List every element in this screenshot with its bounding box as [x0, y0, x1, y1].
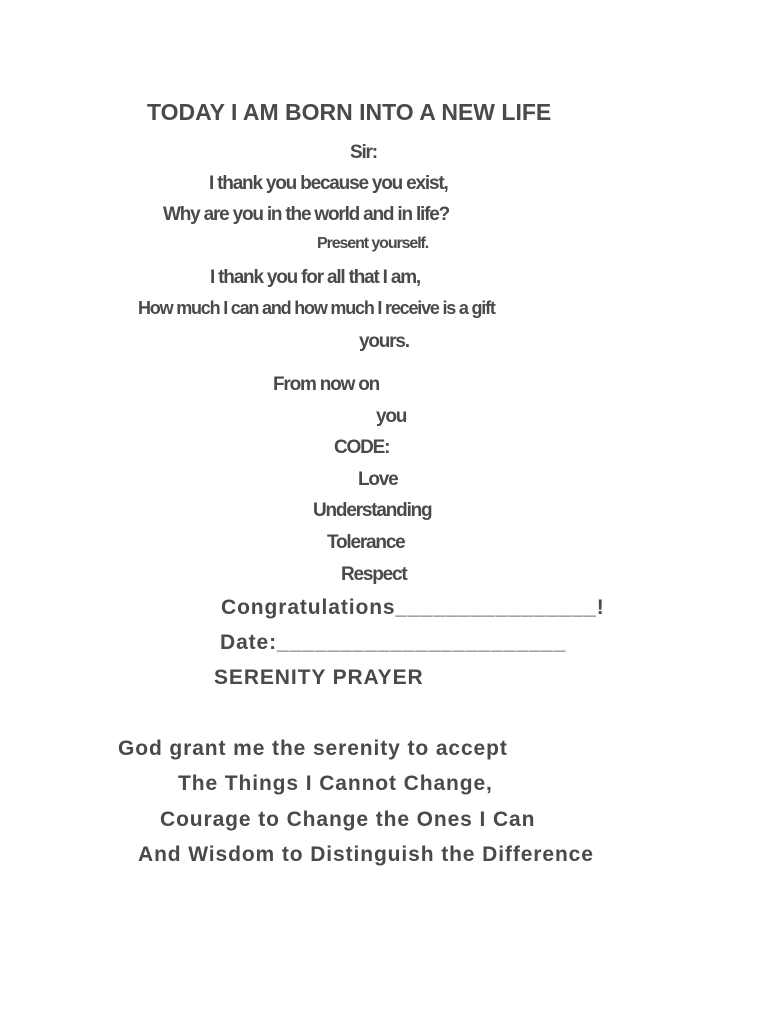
date-field: Date:_______________________ [220, 631, 567, 654]
line-present-yourself: Present yourself. [317, 235, 429, 252]
prayer-heading: SERENITY PRAYER [214, 666, 424, 689]
prayer-line-2: The Things I Cannot Change, [178, 772, 493, 795]
line-yours: yours. [359, 331, 409, 352]
line-thank-all: I thank you for all that I am, [210, 267, 420, 288]
prayer-line-3: Courage to Change the Ones I Can [160, 808, 536, 831]
line-how-much: How much I can and how much I receive is a gift [138, 298, 495, 318]
prayer-line-4: And Wisdom to Distinguish the Difference [138, 843, 594, 866]
code-item-love: Love [358, 469, 398, 490]
line-code: CODE: [334, 437, 390, 458]
line-you: you [376, 406, 407, 427]
code-item-respect: Respect [341, 564, 407, 585]
salutation-sir: Sir: [350, 142, 377, 163]
line-from-now-on: From now on [273, 374, 380, 395]
prayer-line-1: God grant me the serenity to accept [118, 737, 508, 760]
congratulations-field: Congratulations________________! [221, 596, 605, 619]
line-thank-exist: I thank you because you exist, [209, 173, 448, 194]
code-item-understanding: Understanding [313, 500, 432, 521]
line-why-world: Why are you in the world and in life? [163, 204, 450, 225]
page-title: TODAY I AM BORN INTO A NEW LIFE [147, 99, 552, 125]
code-item-tolerance: Tolerance [327, 532, 405, 553]
